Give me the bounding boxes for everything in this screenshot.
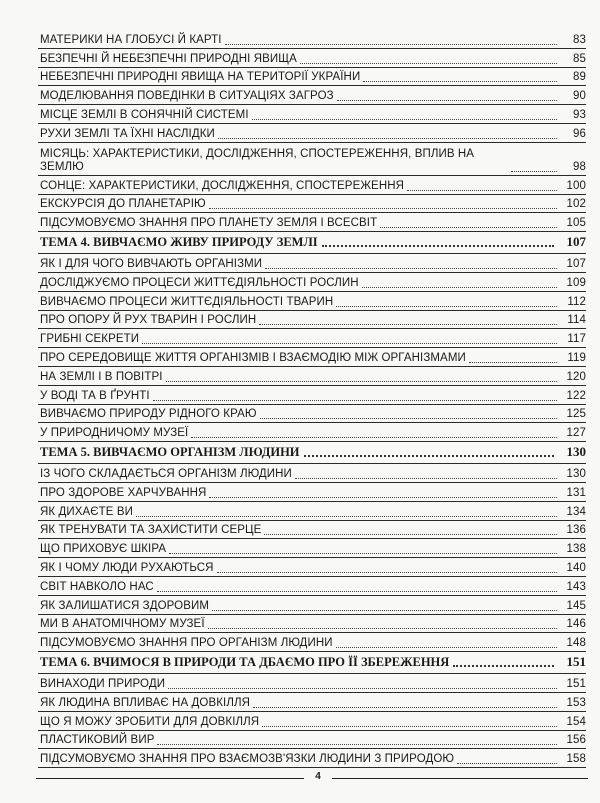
dot-leader xyxy=(166,381,557,382)
toc-entry xyxy=(38,273,586,292)
toc-entry xyxy=(38,367,586,386)
entry-title: МОДЕЛЮВАННЯ ПОВЕДІНКИ В СИТУАЦІЯХ ЗАГРОЗ xyxy=(40,90,334,103)
section-title: ТЕМА 4. ВИВЧАЄМО ЖИВУ ПРИРОДУ ЗЕМЛІ xyxy=(40,235,318,250)
dot-leader xyxy=(153,400,557,401)
page-ref: 112 xyxy=(567,295,586,308)
page-ref: 138 xyxy=(566,543,586,556)
entry-title: ЯК ТРЕНУВАТИ ТА ЗАХИСТИТИ СЕРЦЕ xyxy=(40,524,262,537)
page-ref: 145 xyxy=(566,599,586,612)
toc-entry xyxy=(38,539,586,558)
page-ref: 105 xyxy=(566,217,586,230)
page-ref: 114 xyxy=(567,314,586,327)
entry-title: ВИВЧАЄМО ПРОЦЕСИ ЖИТТЄДІЯЛЬНОСТІ ТВАРИН xyxy=(40,295,334,308)
toc-entry xyxy=(38,596,586,615)
entry-title: У ВОДІ ТА В ҐРУНТІ xyxy=(40,389,150,402)
dot-leader xyxy=(295,478,557,479)
toc-entry xyxy=(38,483,586,502)
dot-leader xyxy=(336,647,557,648)
toc-entry xyxy=(38,254,586,273)
dot-leader xyxy=(252,119,557,120)
entry-title: ІЗ ЧОГО СКЛАДАЄТЬСЯ ОРГАНІЗМ ЛЮДИНИ xyxy=(40,467,292,480)
footer-rule-right xyxy=(332,778,588,779)
dot-leader xyxy=(336,306,557,307)
dot-leader xyxy=(363,81,557,82)
dot-leader xyxy=(453,665,554,667)
page-ref: 156 xyxy=(566,734,586,747)
page-ref: 134 xyxy=(566,505,586,518)
page-number: 4 xyxy=(315,771,321,782)
section-title: ТЕМА 6. ВЧИМОСЯ В ПРИРОДИ ТА ДБАЄМО ПРО ЇЇ ЗБЕРЕЖЕННЯ xyxy=(40,655,450,670)
dot-leader xyxy=(265,268,557,269)
dot-leader xyxy=(208,628,557,629)
entry-title: ЯК ЗАЛИШАТИСЯ ЗДОРОВИМ xyxy=(40,599,210,612)
page-ref: 130 xyxy=(566,444,586,460)
page-ref: 109 xyxy=(566,276,586,289)
entry-title: ГРИБНІ СЕКРЕТИ xyxy=(40,333,140,346)
dot-leader xyxy=(337,100,557,101)
dot-leader xyxy=(262,726,557,727)
entry-title: СОНЦЕ: ХАРАКТЕРИСТИКИ, ДОСЛІДЖЕННЯ, СПОСТЕРЕЖЕННЯ xyxy=(40,179,405,192)
dot-leader xyxy=(209,208,557,209)
page-ref: 85 xyxy=(573,52,586,65)
dot-leader xyxy=(136,516,557,517)
entry-title: МИ В АНАТОМІЧНОМУ МУЗЕЇ xyxy=(40,618,205,631)
page-ref: 96 xyxy=(573,127,586,140)
page-ref: 122 xyxy=(566,389,586,402)
dot-leader xyxy=(260,418,557,419)
dot-leader xyxy=(469,362,557,363)
section-title: ТЕМА 5. ВИВЧАЄМО ОРГАНІЗМ ЛЮДИНИ xyxy=(40,445,300,460)
page-ref: 117 xyxy=(567,333,586,346)
page-ref: 130 xyxy=(566,467,586,480)
dot-leader xyxy=(142,343,557,344)
page-ref: 89 xyxy=(573,71,586,84)
entry-title: РУХИ ЗЕМЛІ ТА ЇХНІ НАСЛІДКИ xyxy=(40,127,215,140)
toc-entry xyxy=(38,124,586,143)
entry-title: МІСЦЕ ЗЕМЛІ В СОНЯЧНІЙ СИСТЕМІ xyxy=(40,108,249,121)
page-ref: 107 xyxy=(566,257,586,270)
entry-title: БЕЗПЕЧНІ Й НЕБЕЗПЕЧНІ ПРИРОДНІ ЯВИЩА xyxy=(40,52,297,65)
dot-leader xyxy=(407,190,557,191)
toc-entry xyxy=(38,502,586,521)
toc-entry xyxy=(38,213,586,232)
entry-title: ЩО Я МОЖУ ЗРОБИТИ ДЛЯ ДОВКІЛЛЯ xyxy=(40,715,260,728)
page-ref: 151 xyxy=(566,677,586,690)
page-ref: 83 xyxy=(573,33,586,46)
dot-leader xyxy=(212,610,557,611)
toc-entry xyxy=(38,405,586,424)
entry-title: ПІДСУМОВУЄМО ЗНАННЯ ПРО ОРГАНІЗМ ЛЮДИНИ xyxy=(40,637,333,650)
entry-title: ПРО ОПОРУ Й РУХ ТВАРИН І РОСЛИН xyxy=(40,314,257,327)
page-ref: 119 xyxy=(567,351,586,364)
dot-leader xyxy=(259,324,557,325)
dot-leader xyxy=(304,455,554,457)
toc-entry xyxy=(38,674,586,693)
page-ref: 148 xyxy=(566,637,586,650)
toc-entry xyxy=(38,423,586,442)
toc-entry xyxy=(38,348,586,367)
toc-entry xyxy=(38,731,586,750)
dot-leader xyxy=(218,138,557,139)
page-ref: 120 xyxy=(566,370,586,383)
toc-entry xyxy=(38,86,586,105)
dot-leader xyxy=(457,763,557,764)
toc-entry xyxy=(38,633,586,652)
dot-leader xyxy=(209,497,557,498)
entry-title: МАТЕРИКИ НА ГЛОБУСІ Й КАРТІ xyxy=(40,33,222,46)
entry-title: ЯК І ДЛЯ ЧОГО ВИВЧАЮТЬ ОРГАНІЗМИ xyxy=(40,257,263,270)
entry-title: МІСЯЦЬ: ХАРАКТЕРИСТИКИ, ДОСЛІДЖЕННЯ, СПОСТЕРЕЖЕННЯ, ВПЛИВ НА ЗЕМЛЮ xyxy=(40,147,475,173)
entry-title: СВІТ НАВКОЛО НАС xyxy=(40,580,154,593)
dot-leader xyxy=(300,63,557,64)
dot-leader xyxy=(362,287,557,288)
page-ref: 107 xyxy=(566,234,586,250)
toc-entry xyxy=(38,615,586,634)
page-ref: 102 xyxy=(566,198,586,211)
dot-leader xyxy=(169,553,557,554)
page-ref: 125 xyxy=(566,408,586,421)
page-ref: 146 xyxy=(566,618,586,631)
dot-leader xyxy=(191,437,557,438)
page-ref: 131 xyxy=(566,486,586,499)
page-ref: 127 xyxy=(566,427,586,440)
dot-leader xyxy=(380,227,557,228)
entry-title: ЩО ПРИХОВУЄ ШКІРА xyxy=(40,543,167,556)
entry-title: НА ЗЕМЛІ І В ПОВІТРІ xyxy=(40,370,163,383)
page-ref: 140 xyxy=(566,561,586,574)
toc-entry xyxy=(38,464,586,483)
toc-entry xyxy=(38,49,586,68)
dot-leader xyxy=(157,591,557,592)
toc-entry xyxy=(38,292,586,311)
dot-leader xyxy=(511,171,557,172)
toc-entry xyxy=(38,577,586,596)
entry-title: У ПРИРОДНИЧОМУ МУЗЕЇ xyxy=(40,427,189,440)
entry-title: ЯК ЛЮДИНА ВПЛИВАЄ НА ДОВКІЛЛЯ xyxy=(40,696,251,709)
page-footer xyxy=(36,770,588,790)
page-ref: 90 xyxy=(573,90,586,103)
toc-entry xyxy=(38,195,586,214)
toc-section-heading xyxy=(38,232,586,254)
toc-entry xyxy=(38,712,586,731)
toc-entry xyxy=(38,329,586,348)
entry-title: ПЛАСТИКОВИЙ ВИР xyxy=(40,734,155,747)
toc-entry xyxy=(38,30,586,49)
entry-title: ПРО ЗДОРОВЕ ХАРЧУВАННЯ xyxy=(40,486,207,499)
dot-leader xyxy=(168,688,557,689)
toc-entry xyxy=(38,749,586,768)
page-ref: 158 xyxy=(566,753,586,766)
page-ref: 93 xyxy=(573,108,586,121)
page-ref: 143 xyxy=(566,580,586,593)
dot-leader xyxy=(217,572,557,573)
entry-title: ЕКСКУРСІЯ ДО ПЛАНЕТАРІЮ xyxy=(40,198,206,211)
toc-section-heading xyxy=(38,442,586,464)
entry-title: ВИНАХОДИ ПРИРОДИ xyxy=(40,677,166,690)
entry-title: ПІДСУМОВУЄМО ЗНАННЯ ПРО ВЗАЄМОЗВ'ЯЗКИ ЛЮДИНИ З ПРИРОДОЮ xyxy=(40,753,455,766)
toc-entry xyxy=(38,521,586,540)
page-ref: 154 xyxy=(566,715,586,728)
toc-entry xyxy=(38,311,586,330)
dot-leader xyxy=(322,245,554,247)
entry-title: ЯК ДИХАЄТЕ ВИ xyxy=(40,505,133,518)
toc-entry xyxy=(38,693,586,712)
entry-title: НЕБЕЗПЕЧНІ ПРИРОДНІ ЯВИЩА НА ТЕРИТОРІЇ УКРАЇНИ xyxy=(40,71,361,84)
dot-leader xyxy=(253,707,557,708)
dot-leader xyxy=(225,44,557,45)
page-ref: 100 xyxy=(566,179,586,192)
table-of-contents xyxy=(38,30,586,768)
dot-leader xyxy=(157,744,557,745)
page-ref: 136 xyxy=(566,524,586,537)
toc-entry xyxy=(38,68,586,87)
page-ref: 151 xyxy=(566,654,586,670)
entry-title: ДОСЛІДЖУЄМО ПРОЦЕСИ ЖИТТЄДІЯЛЬНОСТІ РОСЛИН xyxy=(40,276,359,289)
toc-entry xyxy=(38,143,586,176)
footer-rule-left xyxy=(36,778,304,779)
toc-entry xyxy=(38,386,586,405)
entry-title: ВИВЧАЄМО ПРИРОДУ РІДНОГО КРАЮ xyxy=(40,408,257,421)
toc-entry xyxy=(38,176,586,195)
dot-leader xyxy=(264,534,557,535)
toc-section-heading xyxy=(38,652,586,674)
entry-title: ПРО СЕРЕДОВИЩЕ ЖИТТЯ ОРГАНІЗМІВ І ВЗАЄМОДІЮ МІЖ ОРГАНІЗМАМИ xyxy=(40,351,466,364)
page-ref: 153 xyxy=(566,696,586,709)
toc-entry xyxy=(38,105,586,124)
entry-title: ПІДСУМОВУЄМО ЗНАННЯ ПРО ПЛАНЕТУ ЗЕМЛЯ І ВСЕСВІТ xyxy=(40,217,378,230)
entry-title: ЯК І ЧОМУ ЛЮДИ РУХАЮТЬСЯ xyxy=(40,561,214,574)
toc-entry xyxy=(38,558,586,577)
page-ref: 98 xyxy=(573,160,586,173)
